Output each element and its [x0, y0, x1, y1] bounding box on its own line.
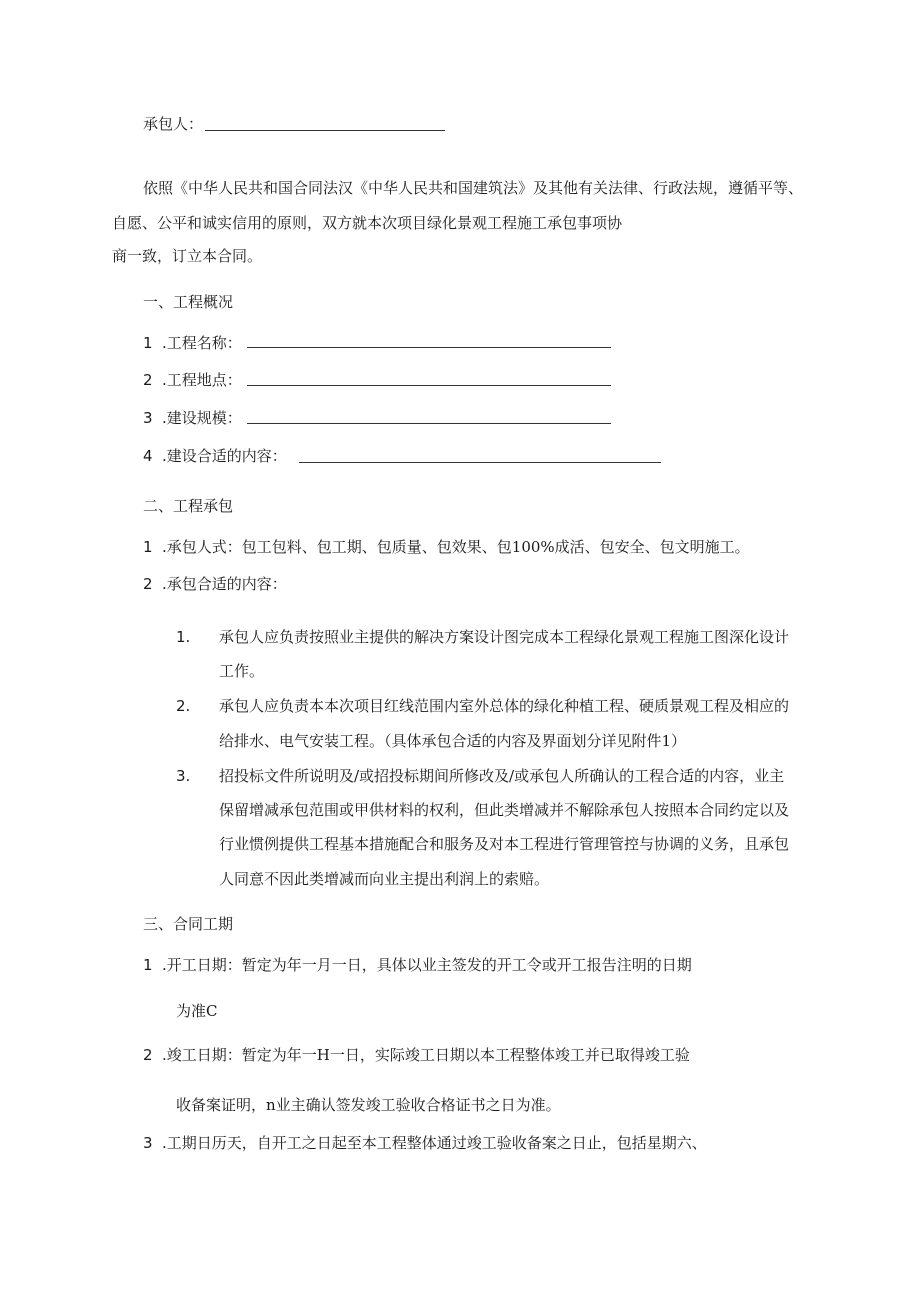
subitem-1-line-1: 承包人应负责按照业主提供的解决方案设计图完成本工程绿化景观工程施工图深化设计	[219, 628, 790, 646]
contract-method: .承包人式：包工包料、包工期、包质量、包效果、包100%成活、包安全、包文明施工。	[162, 538, 750, 556]
subitem-3-line-4: 人同意不因此类增减而向业主提出利润上的索赔。	[219, 870, 550, 888]
subitem-3-line-1: 招投标文件所说明及/或招投标期间所修改及/或承包人所确认的工程合适的内容，业主	[219, 767, 785, 785]
item-number: 1	[143, 956, 153, 974]
section-1-heading: 一、工程概况	[143, 293, 234, 311]
item-number: 3	[143, 409, 153, 427]
preamble-line-3: 商一致，订立本合同。	[112, 247, 263, 265]
start-date-line-1: .开工日期：暂定为年一月一日，具体以业主签发的开工令或开工报告注明的日期	[162, 956, 692, 974]
project-name-blank[interactable]	[247, 347, 611, 348]
subitem-number: 1.	[176, 628, 191, 646]
project-name-label: .工程名称：	[162, 334, 242, 352]
subitem-3-line-2: 保留增减承包范围或甲供材料的权利，但此类增减并不解除承包人按照本合同约定以及	[219, 801, 790, 819]
construction-content-label: .建设合适的内容：	[162, 447, 287, 465]
subitem-2-line-2: 给排水、电气安装工程。（具体承包合适的内容及界面划分详见附件1）	[219, 732, 687, 750]
construction-scale-blank[interactable]	[247, 423, 611, 424]
duration-line-1: .工期日历天，自开工之日起至本工程整体通过竣工验收备案之日止，包括星期六、	[162, 1134, 707, 1152]
subitem-number: 3.	[176, 767, 191, 785]
item-number: 1	[143, 334, 153, 352]
subitem-1-line-2: 工作。	[219, 662, 265, 680]
section-2-heading: 二、工程承包	[143, 497, 234, 515]
contractor-label: 承包人：	[143, 115, 204, 133]
subitem-number: 2.	[176, 697, 191, 715]
construction-content-blank[interactable]	[299, 462, 661, 463]
completion-date-line-1: .竣工日期：暂定为年一H一日，实际竣工日期以本工程整体竣工并已取得竣工验	[162, 1046, 690, 1064]
item-number: 3	[143, 1134, 153, 1152]
construction-scale-label: .建设规模：	[162, 409, 242, 427]
project-location-blank[interactable]	[247, 385, 611, 386]
preamble-line-1: 依照《中华人民共和国合同法汉《中华人民共和国建筑法》及其他有关法律、行政法规，遵循平等、	[143, 179, 804, 197]
item-number: 2	[143, 371, 153, 389]
subitem-3-line-3: 行业惯例提供工程基本措施配合和服务及对本工程进行管理管控与协调的义务，且承包	[219, 835, 790, 853]
subitem-2-line-1: 承包人应负责本本次项目红线范围内室外总体的绿化种植工程、硬质景观工程及相应的	[219, 697, 790, 715]
contractor-blank[interactable]	[205, 130, 445, 131]
section-3-heading: 三、合同工期	[143, 915, 234, 933]
contract-content-label: .承包合适的内容：	[162, 575, 287, 593]
item-number: 2	[143, 1046, 153, 1064]
item-number: 4	[143, 447, 153, 465]
item-number: 1	[143, 538, 153, 556]
start-date-line-2: 为准C	[176, 1002, 218, 1020]
project-location-label: .工程地点：	[162, 371, 242, 389]
item-number: 2	[143, 575, 153, 593]
preamble-line-2: 自愿、公平和诚实信用的原则，双方就本次项目绿化景观工程施工承包事项协	[112, 214, 623, 232]
completion-date-line-2: 收备案证明，n业主确认签发竣工验收合格证书之日为准。	[176, 1096, 561, 1114]
